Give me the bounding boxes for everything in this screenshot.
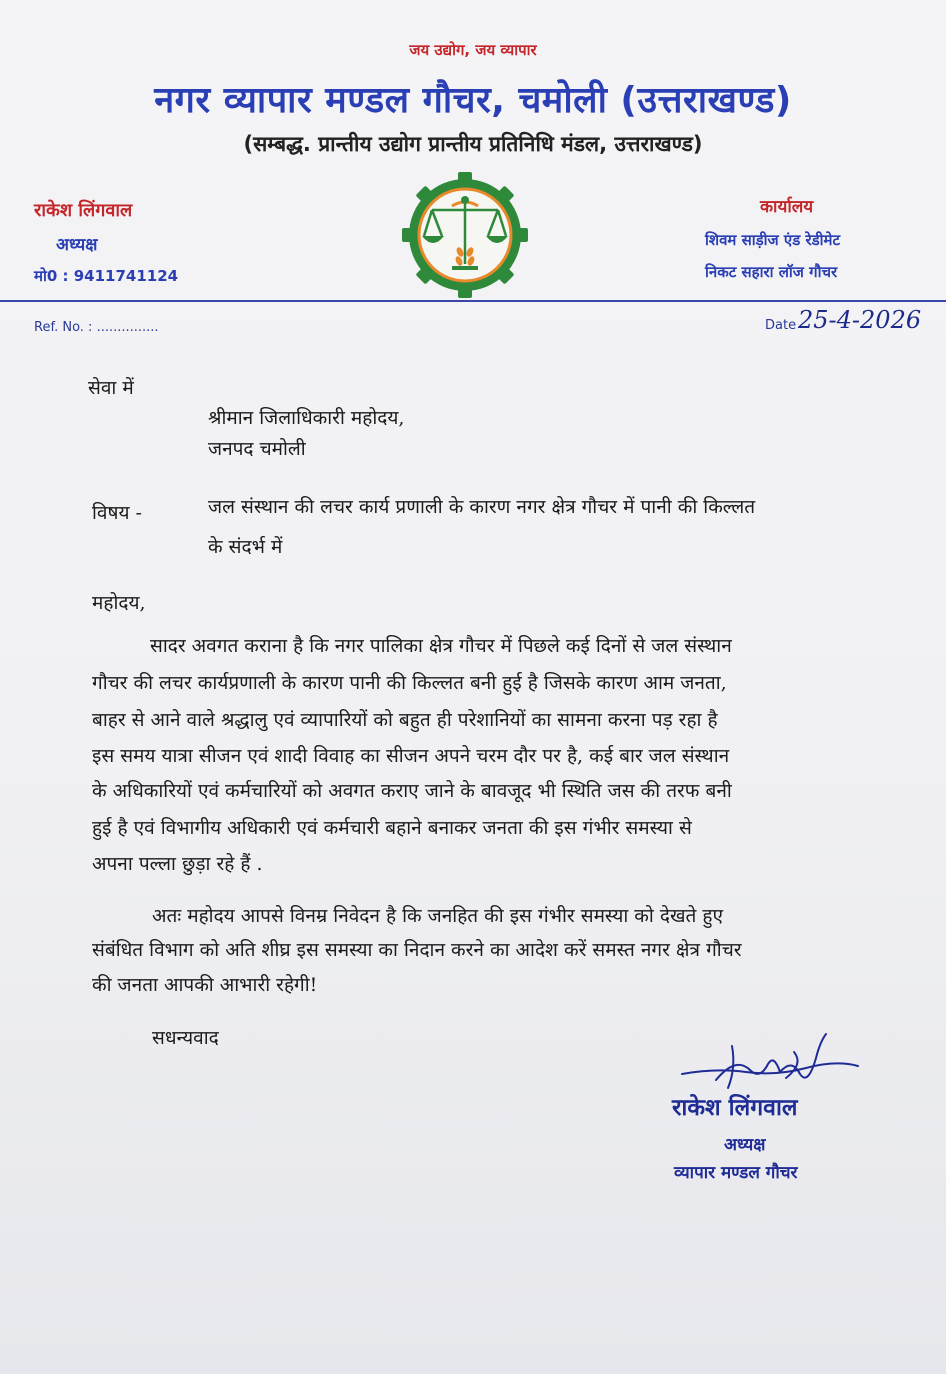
subject-line2: के संदर्भ में xyxy=(208,536,283,558)
president-name: राकेश लिंगवाल xyxy=(34,200,133,221)
president-role: अध्यक्ष xyxy=(56,235,98,255)
header-divider xyxy=(0,300,946,302)
handwritten-signature xyxy=(676,1028,866,1098)
president-phone: मो0 : 9411741124 xyxy=(34,267,179,285)
recipient-line1: श्रीमान जिलाधिकारी महोदय, xyxy=(208,407,405,429)
para1-line: हुई है एवं विभागीय अधिकारी एवं कर्मचारी बहाने बनाकर जनता की इस गंभीर समस्या से xyxy=(92,817,692,839)
office-heading: कार्यालय xyxy=(760,197,814,217)
date-label: Date xyxy=(765,318,797,333)
para2-line: संबंधित विभाग को अति शीघ्र इस समस्या का निदान करने का आदेश करें समस्त नगर क्षेत्र गौचर xyxy=(92,939,742,961)
office-address-line2: निकट सहारा लॉज गौचर xyxy=(705,263,838,281)
affiliation: (सम्बद्ध. प्रान्तीय उद्योग प्रान्तीय प्रतिनिधि मंडल, उत्तराखण्ड) xyxy=(243,132,703,156)
para1-line: सादर अवगत कराना है कि नगर पालिका क्षेत्र गौचर में पिछले कई दिनों से जल संस्थान xyxy=(150,635,732,657)
signatory-org: व्यापार मण्डल गौचर xyxy=(674,1163,798,1183)
para2-line: की जनता आपकी आभारी रहेगी! xyxy=(92,974,318,996)
para1-line: बाहर से आने वाले श्रद्धालु एवं व्यापारियों को बहुत ही परेशानियों का सामना करना पड़ रहा है xyxy=(92,709,718,731)
greeting: महोदय, xyxy=(92,592,146,614)
org-name: नगर व्यापार मण्डल गौचर, चमोली (उत्तराखण्ड) xyxy=(154,80,792,121)
closing: सधन्यवाद xyxy=(152,1027,219,1049)
motto: जय उद्योग, जय व्यापार xyxy=(409,41,537,59)
org-logo xyxy=(402,172,528,298)
subject-line1: जल संस्थान की लचर कार्य प्रणाली के कारण नगर क्षेत्र गौचर में पानी की किल्लत xyxy=(208,496,756,518)
para1-line: गौचर की लचर कार्यप्रणाली के कारण पानी की किल्लत बनी हुई है जिसके कारण आम जनता, xyxy=(92,672,727,694)
ref-number: Ref. No. : ............... xyxy=(34,320,159,335)
signatory-name: राकेश लिंगवाल xyxy=(672,1094,798,1121)
para1-line: अपना पल्ला छुड़ा रहे हैं . xyxy=(92,853,263,875)
salutation-to: सेवा में xyxy=(88,377,134,399)
para1-line: के अधिकारियों एवं कर्मचारियों को अवगत कराए जाने के बावजूद भी स्थिति जस की तरफ बनी xyxy=(92,780,732,802)
signatory-role: अध्यक्ष xyxy=(724,1135,766,1155)
subject-label: विषय - xyxy=(92,502,142,524)
para2-line: अतः महोदय आपसे विनम्र निवेदन है कि जनहित की इस गंभीर समस्या को देखते हुए xyxy=(152,905,723,927)
date-value: 25-4-2026 xyxy=(798,306,922,334)
para1-line: इस समय यात्रा सीजन एवं शादी विवाह का सीजन अपने चरम दौर पर है, कई बार जल संस्थान xyxy=(92,745,730,767)
recipient-line2: जनपद चमोली xyxy=(208,438,306,460)
office-address-line1: शिवम साड़ीज एंड रेडीमेट xyxy=(705,231,841,249)
